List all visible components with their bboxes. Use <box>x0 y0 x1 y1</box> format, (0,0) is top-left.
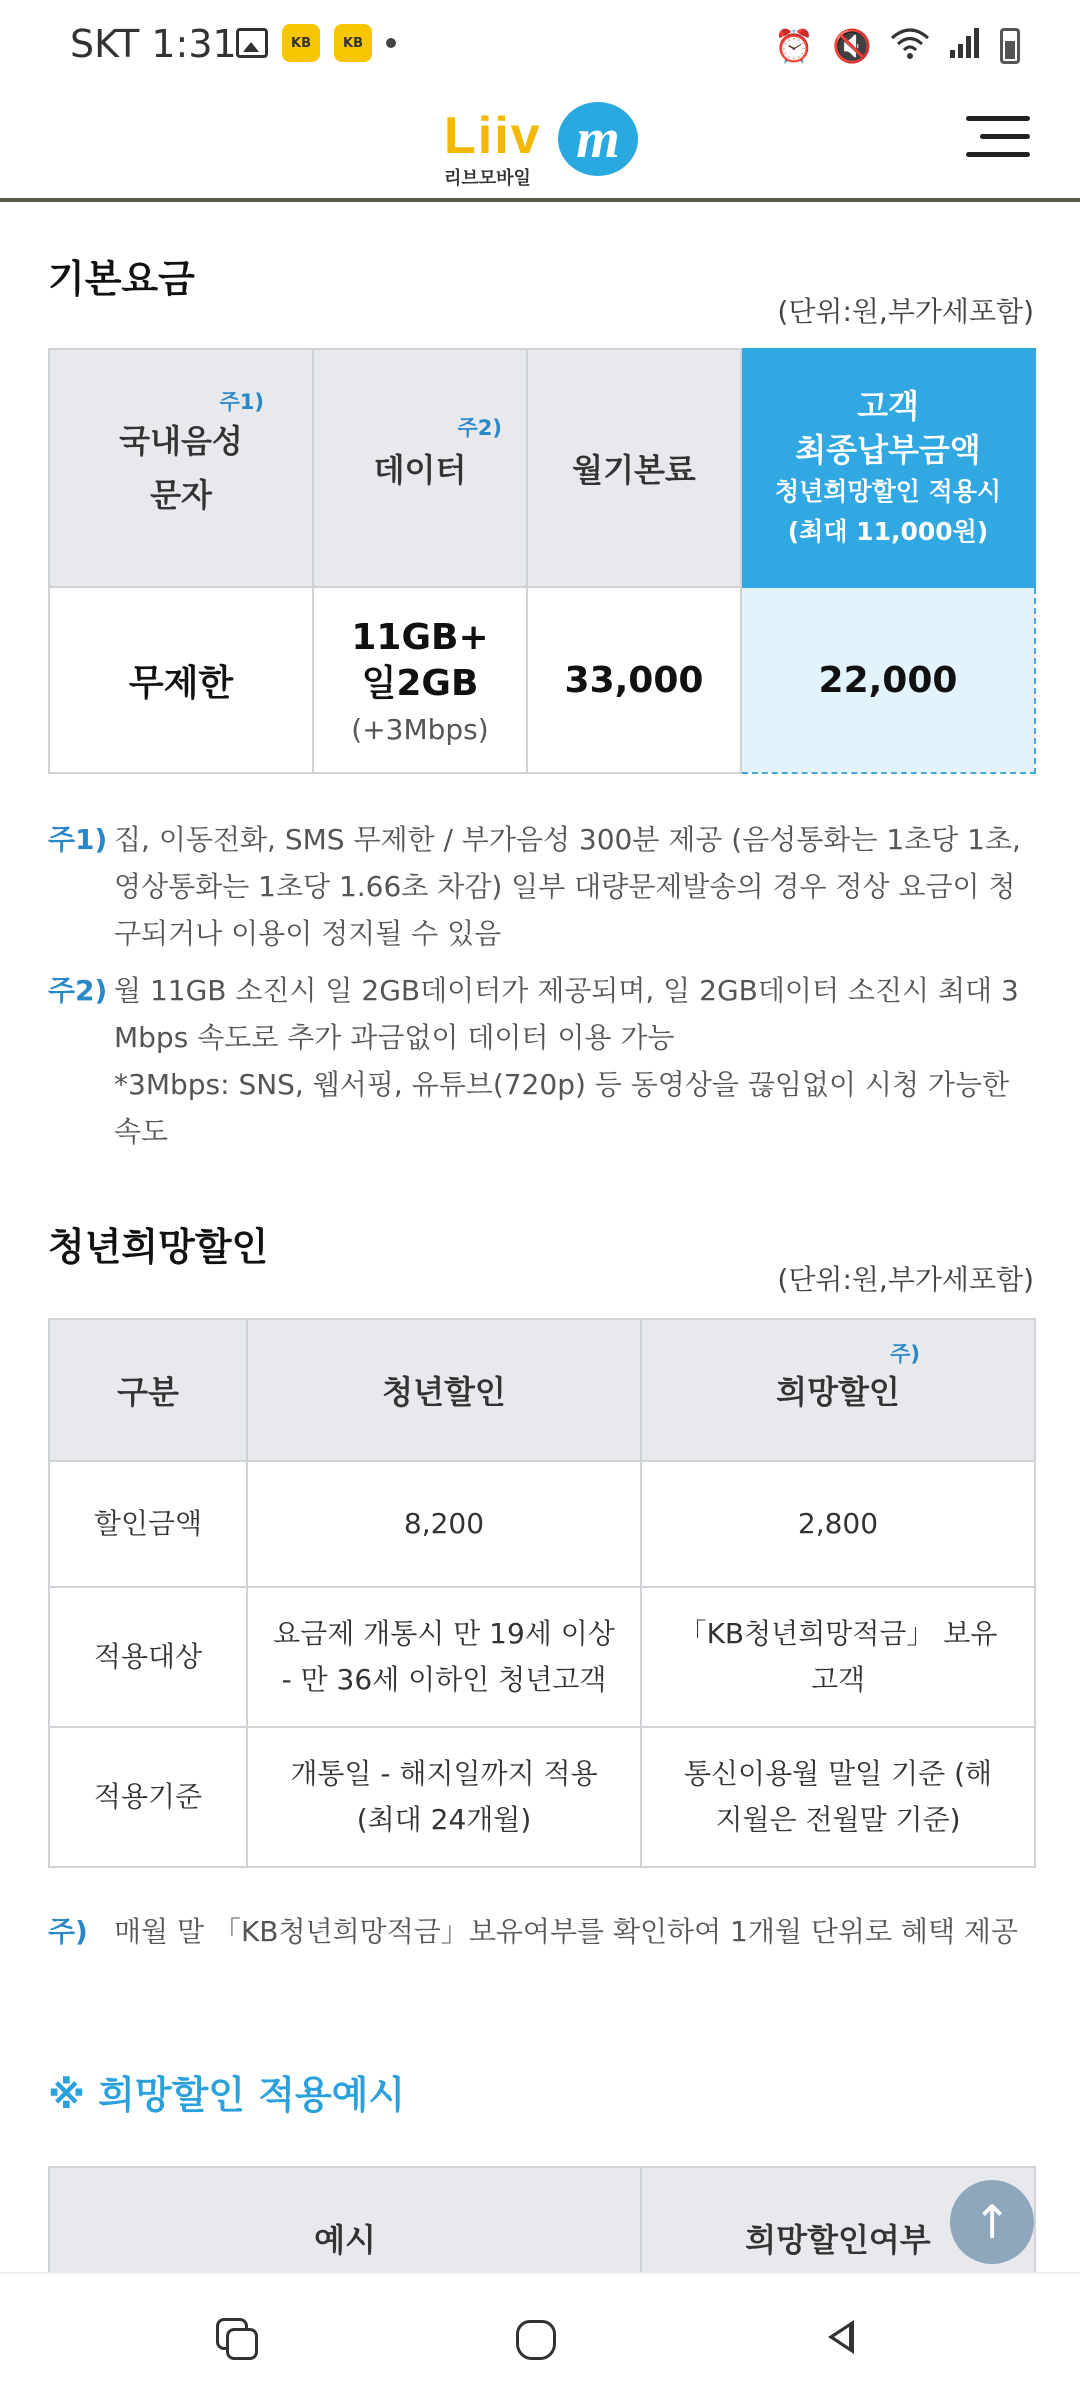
logo-subtitle: 리브모바일 <box>444 168 531 189</box>
cell-data-line1: 11GB+ <box>351 616 489 658</box>
navigation-bar <box>0 2272 1080 2400</box>
status-bar <box>0 0 1080 90</box>
scroll-to-top-button[interactable] <box>950 2180 1034 2264</box>
notification-dot <box>386 38 396 48</box>
basic-fee-notes <box>48 816 1038 1155</box>
note-extra-text: *3Mbps: SNS, 웹서핑, 유튜브(720p) 등 동영상을 끊임없이 시청 가능한 속도 <box>114 1068 1010 1148</box>
header-monthly-label: 월기본료 <box>572 451 696 489</box>
note-label: 주1) <box>48 823 108 856</box>
logo-m-badge: m <box>558 102 638 176</box>
gallery-icon <box>236 28 268 58</box>
status-system-icons <box>774 26 1020 65</box>
basic-fee-table <box>48 348 1036 774</box>
hope-value: 2,800 <box>641 1461 1035 1587</box>
header-voice-sms-label: 국내음성 문자 <box>119 422 243 514</box>
cell-data <box>313 587 527 773</box>
youth-value: 요금제 개통시 만 19세 이상 - 만 36세 이하인 청년고객 <box>247 1587 641 1727</box>
liiv-m-logo[interactable] <box>440 98 640 194</box>
logo-text: Liiv <box>444 107 542 165</box>
basic-fee-title: 기본요금 <box>48 257 195 301</box>
battery-icon <box>1000 28 1020 64</box>
table-row <box>49 1587 1035 1727</box>
note-label: 주2) <box>48 974 108 1007</box>
footnote-1-marker: 주1) <box>219 390 264 414</box>
youth-value: 8,200 <box>247 1461 641 1587</box>
discount-unit-note: (단위:원,부가세포함) <box>777 1263 1034 1296</box>
kb-app-icon: KB <box>334 24 372 62</box>
alarm-icon: ⏰ <box>774 26 815 65</box>
discount-notes <box>48 1908 1038 1955</box>
header-hope-discount <box>641 1319 1035 1461</box>
mute-icon: 🔇 <box>832 26 872 65</box>
table-row <box>49 1727 1035 1867</box>
note-text: 매월 말 「KB청년희망적금」보유여부를 확인하여 1개월 단위로 혜택 제공 <box>114 1915 1018 1948</box>
final-subtitle-line2: (최대 11,000원) <box>787 517 989 546</box>
arrow-up-icon: ↑ <box>972 2195 1012 2249</box>
status-time: SKT 1:31 <box>70 22 237 66</box>
note-label: 주) <box>48 1915 88 1948</box>
final-subtitle-line1: 청년희망할인 적용시 <box>774 477 1002 506</box>
header-voice-sms <box>49 349 313 587</box>
cell-voice-sms: 무제한 <box>49 587 313 773</box>
note-text: 월 11GB 소진시 일 2GB데이터가 제공되며, 일 2GB데이터 소진시 최대 3 Mbps 속도로 추가 과금없이 데이터 이용 가능 <box>114 974 1019 1054</box>
home-icon[interactable] <box>512 2314 560 2362</box>
row-label: 적용기준 <box>49 1727 247 1867</box>
discount-table <box>48 1318 1036 1868</box>
header-hope-applied: 희망할인여부 <box>641 2167 1035 2309</box>
note-text: 집, 이동전화, SMS 무제한 / 부가음성 300분 제공 (음성통화는 1초당 1초, 영상통화는 1초당 1.66초 차감) 일부 대량문제발송의 경우 정상 요금이 청구되거나 이용이 정지될 수 있음 <box>114 823 1021 950</box>
cell-data-line2: 일2GB <box>361 662 479 704</box>
hope-discount-example-title: ※ 희망할인 적용예시 <box>48 2073 406 2117</box>
cell-monthly-fee: 33,000 <box>527 587 741 773</box>
basic-fee-unit-note: (단위:원,부가세포함) <box>777 295 1034 328</box>
discount-title: 청년희망할인 <box>48 1225 269 1269</box>
final-title-line2: 최종납부금액 <box>795 431 981 469</box>
app-header <box>0 90 1080 202</box>
kb-app-icon: KB <box>282 24 320 62</box>
note-item <box>48 1908 1038 1955</box>
youth-value: 개통일 - 해지일까지 적용 (최대 24개월) <box>247 1727 641 1867</box>
recent-apps-icon[interactable] <box>212 2314 260 2362</box>
header-final-payment <box>741 349 1035 587</box>
header-monthly-fee <box>527 349 741 587</box>
table-row <box>49 1461 1035 1587</box>
header-example: 예시 <box>49 2167 641 2309</box>
note-item <box>48 967 1038 1155</box>
note-body <box>114 967 1038 1155</box>
cell-final-payment: 22,000 <box>741 587 1035 773</box>
row-label: 적용대상 <box>49 1587 247 1727</box>
status-notification-icons <box>236 24 396 62</box>
header-hope-label: 희망할인 <box>776 1373 900 1411</box>
row-label: 할인금액 <box>49 1461 247 1587</box>
wifi-icon <box>890 26 930 65</box>
header-category: 구분 <box>49 1319 247 1461</box>
cell-data-line3: (+3Mbps) <box>351 712 489 746</box>
hope-value: 통신이용월 말일 기준 (해지월은 전월말 기준) <box>641 1727 1035 1867</box>
hope-value: 「KB청년희망적금」 보유 고객 <box>641 1587 1035 1727</box>
footnote-2-marker: 주2) <box>457 416 502 440</box>
hope-footnote-marker: 주) <box>890 1342 920 1366</box>
final-title-line1: 고객 <box>857 387 919 425</box>
header-youth-discount: 청년할인 <box>247 1319 641 1461</box>
hamburger-menu-icon[interactable] <box>966 116 1030 166</box>
signal-icon <box>948 26 982 65</box>
note-item <box>48 816 1038 957</box>
header-data-label: 데이터 <box>373 451 467 489</box>
back-icon[interactable] <box>818 2314 866 2362</box>
header-data <box>313 349 527 587</box>
